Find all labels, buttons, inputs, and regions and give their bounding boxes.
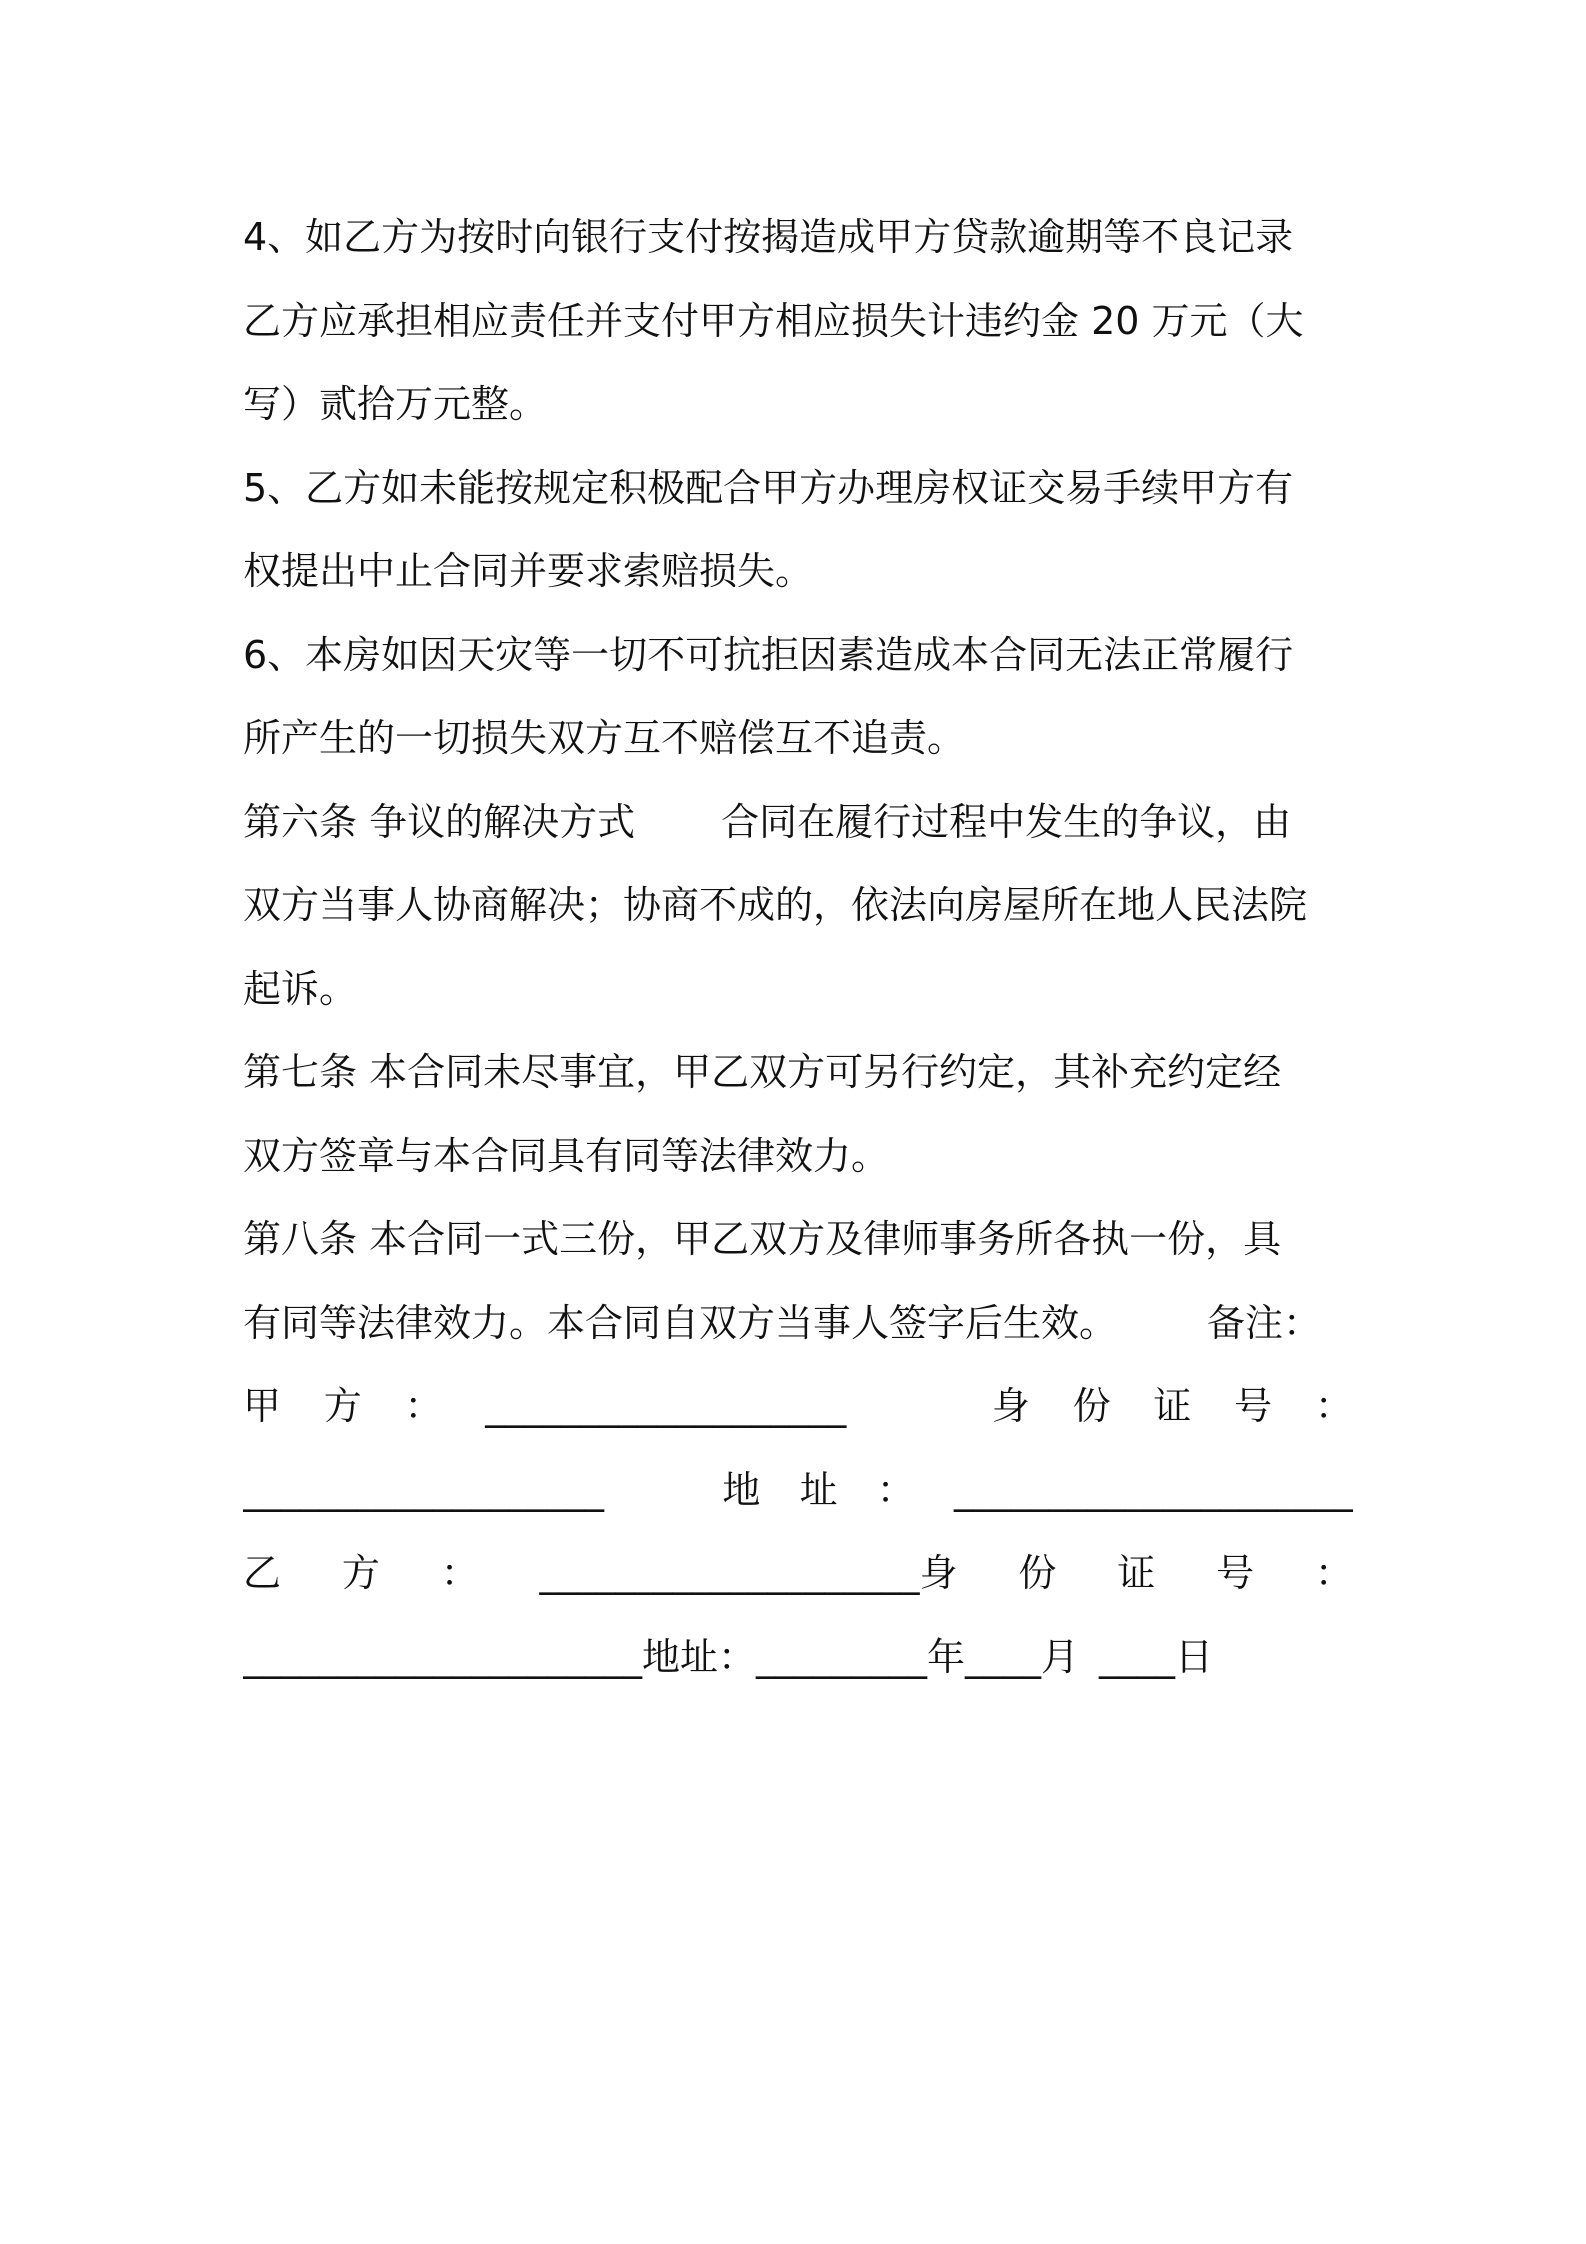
clause-4-line-2: 乙方应承担相应责任并支付甲方相应损失计违约金 20 万元（大 bbox=[243, 298, 1304, 343]
article-6-line-3: 起诉。 bbox=[243, 966, 358, 1011]
party-a-id-char: 份 bbox=[1072, 1384, 1111, 1428]
party-b-name-blank-group bbox=[540, 1532, 958, 1616]
date-month-blank[interactable]: ____ bbox=[965, 1634, 1042, 1679]
article-8-line-2 bbox=[243, 1282, 1353, 1366]
party-b-id-char: 身 bbox=[919, 1551, 958, 1595]
clause-5-line-2: 权提出中止合同并要求索赔损失。 bbox=[243, 549, 814, 593]
party-a-id-blank[interactable]: ___________________ bbox=[243, 1467, 604, 1512]
party-b-id-char: 证 bbox=[1117, 1551, 1156, 1595]
party-b-id-char: ： bbox=[1314, 1551, 1353, 1595]
party-a-row bbox=[243, 1365, 1353, 1449]
date-year-label: 年 bbox=[927, 1634, 966, 1679]
party-a-label-char: 方 bbox=[323, 1384, 362, 1428]
spacer bbox=[643, 1449, 683, 1533]
article-7-line-2: 双方签章与本合同具有同等法律效力。 bbox=[243, 1133, 890, 1178]
party-a-id-char: ： bbox=[1314, 1384, 1353, 1428]
article-8-line-1: 第八条 本合同一式三份，甲乙双方及律师事务所各执一份，具 bbox=[243, 1217, 1282, 1261]
date-month-label: 月 bbox=[1041, 1634, 1080, 1679]
party-b-address-date-row bbox=[243, 1616, 1353, 1700]
clause-4-line-1: 4、如乙方为按时向银行支付按揭造成甲方贷款逾期等不良记录 bbox=[243, 215, 1294, 259]
party-b-id-blank[interactable]: _____________________ bbox=[243, 1634, 642, 1679]
article-6-line-1-rest: 合同在履行过程中发生的争议，由 bbox=[721, 799, 1292, 844]
document-body bbox=[243, 196, 1353, 1699]
party-a-label-char: 甲 bbox=[243, 1384, 282, 1428]
date-day-blank[interactable]: ____ bbox=[1099, 1634, 1176, 1679]
party-a-id-char: 证 bbox=[1153, 1384, 1192, 1428]
party-a-address-char: 地 bbox=[722, 1467, 761, 1512]
party-b-name-blank[interactable]: ____________________ bbox=[539, 1551, 920, 1595]
article-6-line-2: 双方当事人协商解决；协商不成的，依法向房屋所在地人民法院 bbox=[243, 883, 1308, 927]
party-b-id-char: 号 bbox=[1216, 1551, 1255, 1595]
date-year-blank[interactable]: _________ bbox=[756, 1634, 928, 1679]
party-a-name-blank[interactable]: ___________________ bbox=[485, 1384, 847, 1428]
clause-4-line-3: 写）贰拾万元整。 bbox=[243, 382, 548, 426]
article-8-line-2-main: 有同等法律效力。本合同自双方当事人签字后生效。 bbox=[243, 1300, 1118, 1345]
party-b-label-char: 方 bbox=[341, 1551, 380, 1595]
date-day-label: 日 bbox=[1175, 1634, 1214, 1679]
party-a-id-char: 号 bbox=[1234, 1384, 1273, 1428]
party-a-address-char: 址 bbox=[799, 1467, 838, 1512]
party-b-row bbox=[243, 1532, 1353, 1616]
party-b-label-char: ： bbox=[440, 1551, 479, 1595]
party-a-id-char: 身 bbox=[991, 1384, 1030, 1428]
article-7-line-1: 第七条 本合同未尽事宜，甲乙双方可另行约定，其补充约定经 bbox=[243, 1050, 1282, 1094]
party-b-label-char: 乙 bbox=[243, 1551, 282, 1595]
party-a-address-row bbox=[243, 1449, 1353, 1533]
party-a-label-char: ： bbox=[404, 1384, 443, 1428]
party-a-address-char: ： bbox=[876, 1467, 915, 1512]
article-6-heading: 第六条 争议的解决方式 bbox=[243, 799, 636, 844]
remark-label: 备注： bbox=[1207, 1300, 1322, 1345]
clause-6-line-1: 6、本房如因天灾等一切不可抗拒因素造成本合同无法正常履行 bbox=[243, 632, 1294, 677]
party-a-address-blank[interactable]: _____________________ bbox=[953, 1467, 1353, 1512]
clause-5-line-1: 5、乙方如未能按规定积极配合甲方办理房权证交易手续甲方有 bbox=[243, 465, 1294, 510]
party-b-id-char: 份 bbox=[1018, 1551, 1057, 1595]
spacer bbox=[889, 1365, 949, 1449]
clause-6-line-2: 所产生的一切损失双方互不赔偿互不追责。 bbox=[243, 716, 966, 760]
party-b-address-label: 地址： bbox=[642, 1634, 757, 1679]
article-6-line-1 bbox=[243, 781, 1353, 865]
